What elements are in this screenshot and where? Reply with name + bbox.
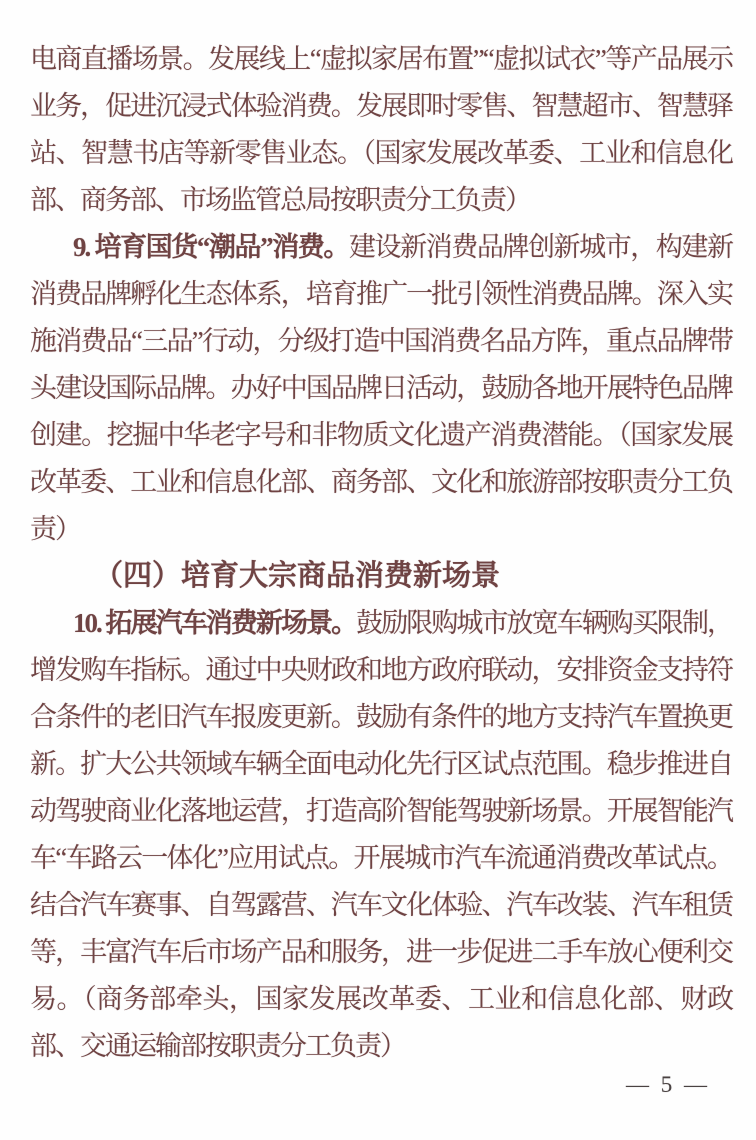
paragraph-text: 电商直播场景。发展线上“虚拟家居布置”“虚拟试衣”等产品展示业务，促进沉浸式体验消费。发展即时零售、智慧超市、智慧驿站、智慧书店等新零售业态。（国家发展改革委、工业和信息化部、商务部、市场监管总局按职责分工负责） (30, 44, 732, 215)
paragraph-lead-bold: 9. 培育国货“潮品”消费。 (73, 232, 349, 262)
paragraph (30, 600, 732, 1070)
paragraph-text: 建设新消费品牌创新城市，构建新消费品牌孵化生态体系，培育推广一批引领性消费品牌。深入实施消费品“三品”行动，分级打造中国消费名品方阵，重点品牌带头建设国际品牌。办好中国品牌日活动，鼓励各地开展特色品牌创建。挖掘中华老字号和非物质文化遗产消费潜能。（国家发展改革委、工业和信息化部、商务部、文化和旅游部按职责分工负责） (30, 232, 733, 544)
paragraph (30, 224, 732, 553)
paragraph (30, 36, 732, 224)
page-footer (626, 1070, 710, 1100)
paragraph-lead-bold: 10. 拓展汽车消费新场景。 (73, 608, 357, 638)
document-body (30, 36, 732, 1070)
section-heading (30, 553, 732, 600)
paragraph-text: 鼓励限购城市放宽车辆购买限制，增发购车指标。通过中央财政和地方政府联动，安排资金支持符合条件的老旧汽车报废更新。鼓励有条件的地方支持汽车置换更新。扩大公共领域车辆全面电动化先行区试点范围。稳步推进自动驾驶商业化落地运营，打造高阶智能驾驶新场景。开展智能汽车“车路云一体化”应用试点。开展城市汽车流通消费改革试点。结合汽车赛事、自驾露营、汽车文化体验、汽车改装、汽车租赁等，丰富汽车后市场产品和服务，进一步促进二手车放心便利交易。（商务部牵头，国家发展改革委、工业和信息化部、财政部、交通运输部按职责分工负责） (30, 608, 733, 1061)
page-number: — 5 — (626, 1072, 710, 1097)
paragraph-lead-bold: （四）培育大宗商品消费新场景 (94, 560, 501, 592)
